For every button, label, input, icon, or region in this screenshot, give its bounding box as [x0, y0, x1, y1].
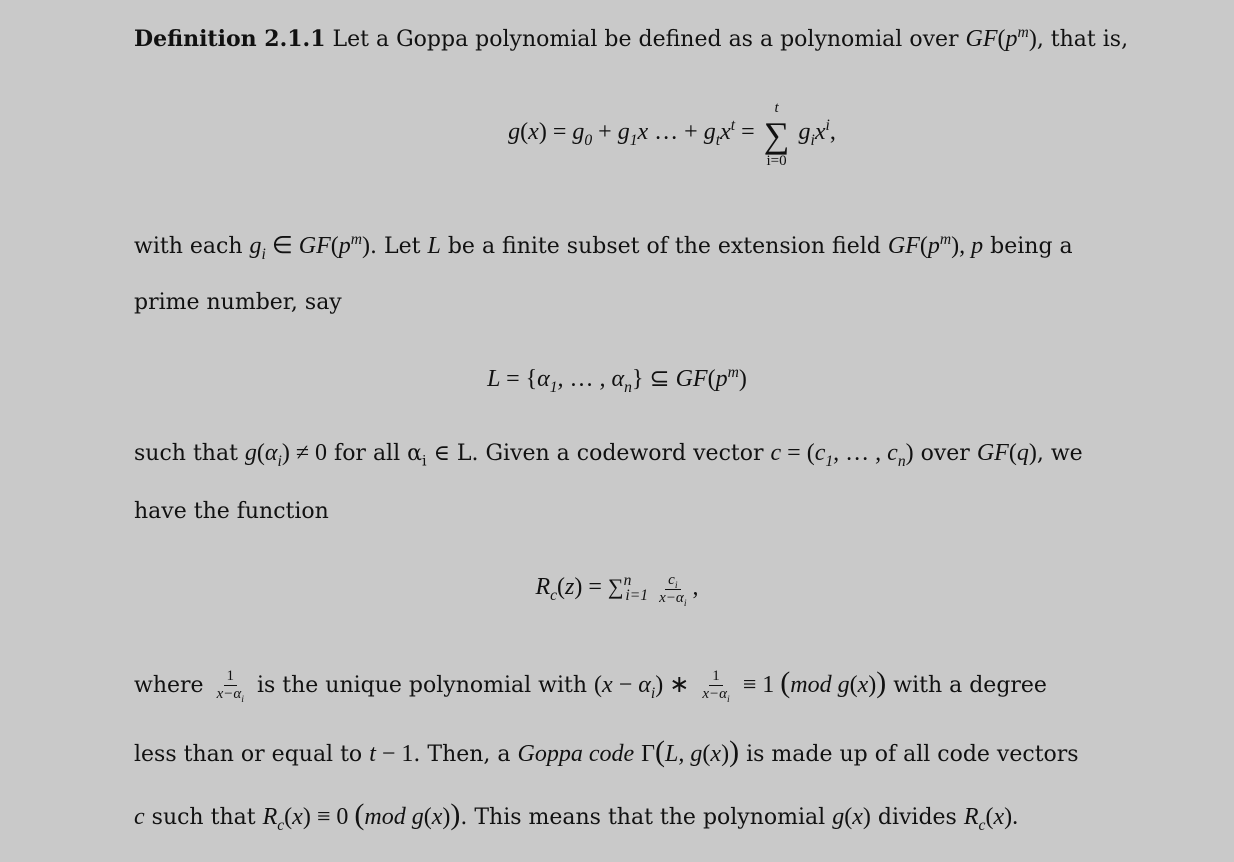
p2-text-5: , we — [1036, 441, 1083, 466]
paragraph3-line1: where $\frac{1}{x-\alpha_i}$ is the unique polynomial with $(x - \alpha_i)$ ∗ $\frac{1}{x-\alpha_i}$ ≡ 1 (mod g(x)) with a degree — [134, 665, 1047, 706]
gi-in-field: $g_i$ ∈ $GF(p^m)$ — [249, 231, 371, 263]
paragraph3-line3: c such that $R_c(x) \equiv 0$ (mod g(x)). This means that the polynomial g(x) divides $R_c(x)$. — [134, 798, 1019, 834]
eq1-summation — [764, 100, 790, 169]
definition-intro: Let a Goppa polynomial be defined as a polynomial over — [332, 27, 959, 52]
congruence-expression: $(x - \alpha_i)$ ∗ — [594, 671, 690, 702]
equation-Rc: $R_c(z) = \sum^n_{i=1}$ $\frac{c_i}{x-\alpha_i}$ , — [535, 572, 699, 610]
paragraph2-line1 — [134, 440, 1083, 470]
symbol-L: L — [427, 233, 441, 259]
sigma-symbol: ∑ — [763, 114, 790, 155]
p2-text-3: ∈ L. Given a codeword vector — [433, 441, 764, 466]
definition-label: Definition 2.1.1 — [134, 26, 326, 52]
paragraph1-line2: prime number, say — [134, 290, 342, 315]
paragraph2-line2: have the function — [134, 499, 329, 524]
g-alpha-nonzero: $g(\alpha_i) \ne 0$ — [244, 440, 328, 470]
inverse-fraction: $\frac{1}{x-\alpha_i}$ — [216, 668, 244, 706]
codeword-vector: $c = (c_1$, … , $c_n$) — [770, 440, 914, 470]
eq1-lhs: $g(x) = g_0 + g_1x$ … + $g_tx^t$ = — [508, 117, 755, 149]
p1-text-4: being a — [990, 234, 1073, 259]
p2-text-4: over — [920, 441, 970, 466]
equation-L-set: $L = \{\alpha_1$, … , $\alpha_n$} ⊆ $GF(p^m)$ — [487, 364, 747, 396]
p2-text-1: such that — [134, 441, 238, 466]
eq1-sum-lower: i=0 — [766, 152, 787, 169]
p1-text-1: with each — [134, 234, 243, 259]
p2-text-2: for all — [334, 441, 401, 466]
field-gf-pm-2: $GF(p^m)$, p — [887, 231, 984, 259]
equation-goppa-polynomial — [0, 100, 1234, 169]
inverse-fraction-2: $\frac{1}{x-\alpha_i}$ — [702, 668, 730, 706]
eq3-fraction: $\frac{c_i}{x-\alpha_i}$ — [659, 572, 687, 610]
field-gf-q: GF(q) — [976, 440, 1037, 466]
goppa-code-term: Goppa code — [517, 741, 635, 767]
p3-text-3: with a degree — [893, 672, 1047, 698]
eq1-sum-upper: t — [774, 100, 779, 116]
p3-text-2: is the unique polynomial with — [256, 672, 588, 698]
paragraph1-line1 — [134, 231, 1073, 263]
p3-text-1: where — [134, 672, 204, 698]
alpha-i-symbol: $\alpha_i$ — [407, 441, 427, 470]
goppa-code-symbol: Γ(L, g(x)) — [641, 735, 740, 768]
eq1-sum-body: $g_ix^i$, — [798, 117, 836, 149]
definition-line: Definition 2.1.1 Let a Goppa polynomial be defined as a polynomial over $GF(p^m)$, that is, — [134, 24, 1129, 52]
field-gf-pm: $GF(p^m)$ — [965, 24, 1037, 52]
p1-text-3: be a finite subset of the extension field — [447, 234, 881, 259]
paragraph3-line2: less than or equal to t − 1. Then, a Goppa code Γ(L, g(x)) is made up of all code vectors — [134, 735, 1079, 768]
p1-text-2: . Let — [370, 234, 421, 259]
